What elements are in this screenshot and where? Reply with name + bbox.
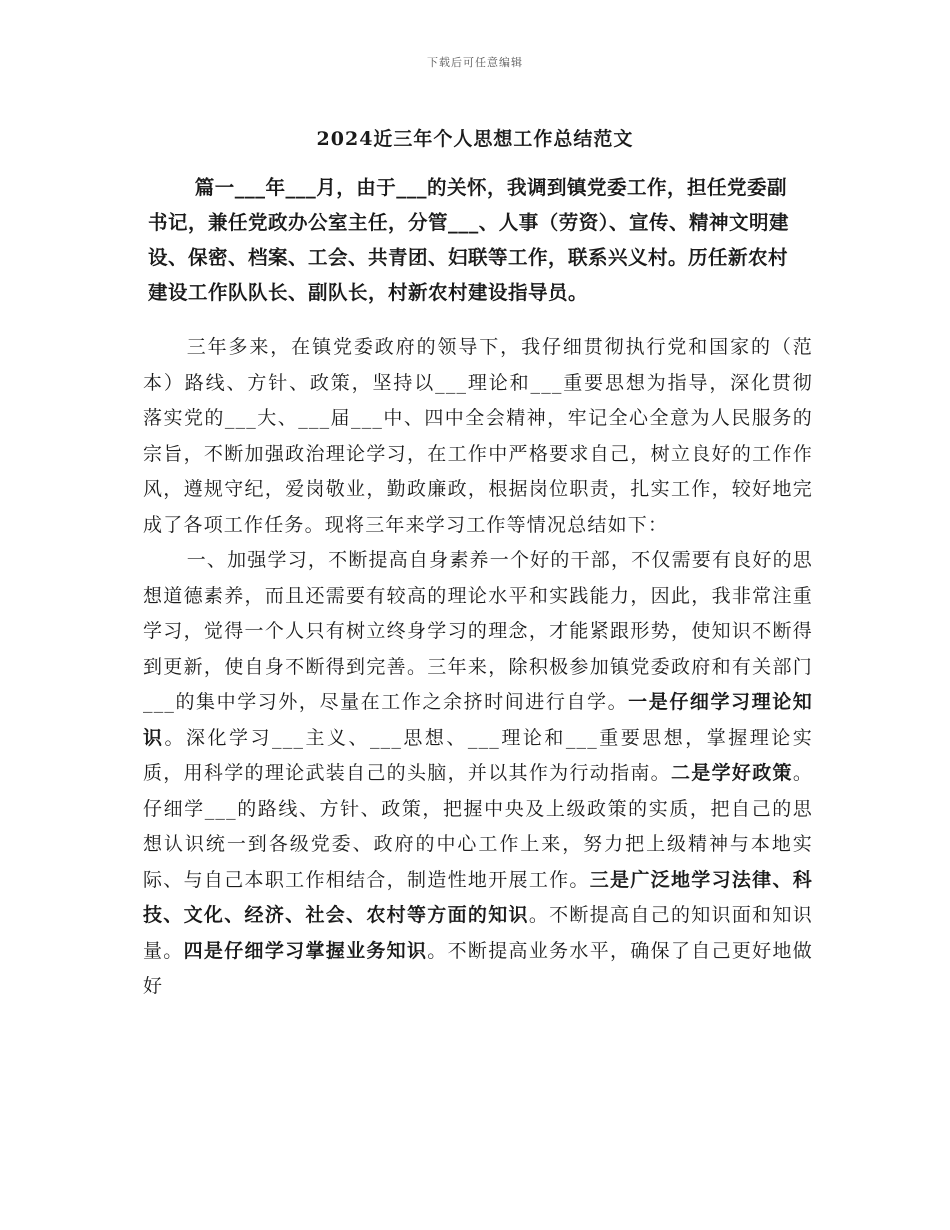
paragraph-learning-text: 一、加强学习，不断提高自身素养一个好的干部，不仅需要有良好的思想道德素养，而且还需要有较高的理论水平和实践能力，因此，我非常注重学习，觉得一个人只有树立终身学习的理念，才能紧跟形势，使知识不断得到更新，使自身不断得到完善。三年来，除积极参加镇党委政府和有关部门___的集中学习外，尽量在工作之余挤时间进行自学。: [143, 549, 813, 713]
intro-text: 篇一___年___月，由于___的关怀，我调到镇党委工作，担任党委副书记，兼任党政办公室主任，分管___、人事（劳资）、宣传、精神文明建设、保密、档案、工会、共青团、妇联等工作，联系兴义村。历任新农村建设工作队队长、副队长，村新农村建设指导员。: [148, 176, 790, 304]
paragraph-learning: [143, 543, 813, 1005]
point-two-text: 。仔细学___的路线、方针、政策，把握中央及上级政策的实质，把自己的思想认识统一到各级党委、政府的中心工作上来，努力把上级精神与本地实际、与自己本职工作相结合，制造性地开展工作。: [143, 762, 814, 891]
point-four-heading: 四是仔细学习掌握业务知识: [183, 939, 428, 962]
paragraph-summary: 三年多来，在镇党委政府的领导下，我仔细贯彻执行党和国家的（范本）路线、方针、政策，坚持以___理论和___重要思想为指导，深化贯彻落实党的___大、___届___中、四中全会精神，牢记全心全意为人民服务的宗旨，不断加强政治理论学习，在工作中严格要求自己，树立良好的工作作风，遵规守纪，爱岗敬业，勤政廉政，根据岗位职责，扎实工作，较好地完成了各项工作任务。现将三年来学习工作等情况总结如下：: [143, 336, 813, 536]
intro-paragraph: [148, 170, 804, 310]
point-three-heading: 三是广泛地学习法律、科技、文化、经济、社会、农村等方面的知识: [143, 868, 813, 926]
header-note: 下载后可任意编辑: [427, 56, 523, 69]
point-four-text: 。不断提高业务水平，确保了自己更好地做好: [143, 939, 813, 997]
body-text: [143, 330, 813, 1005]
point-one-heading: 一是仔细学习理论知识: [143, 691, 813, 749]
document-title: 2024近三年个人思想工作总结范文: [316, 128, 634, 150]
point-three-text: 。不断提高自己的知识面和知识量。: [143, 904, 813, 962]
point-one-text: 。深化学习___主义、___思想、___理论和___重要思想，掌握理论实质，用科学的理论武装自己的头脑，并以其作为行动指南。: [143, 726, 814, 784]
point-two-heading: 二是学好政策: [670, 762, 793, 784]
